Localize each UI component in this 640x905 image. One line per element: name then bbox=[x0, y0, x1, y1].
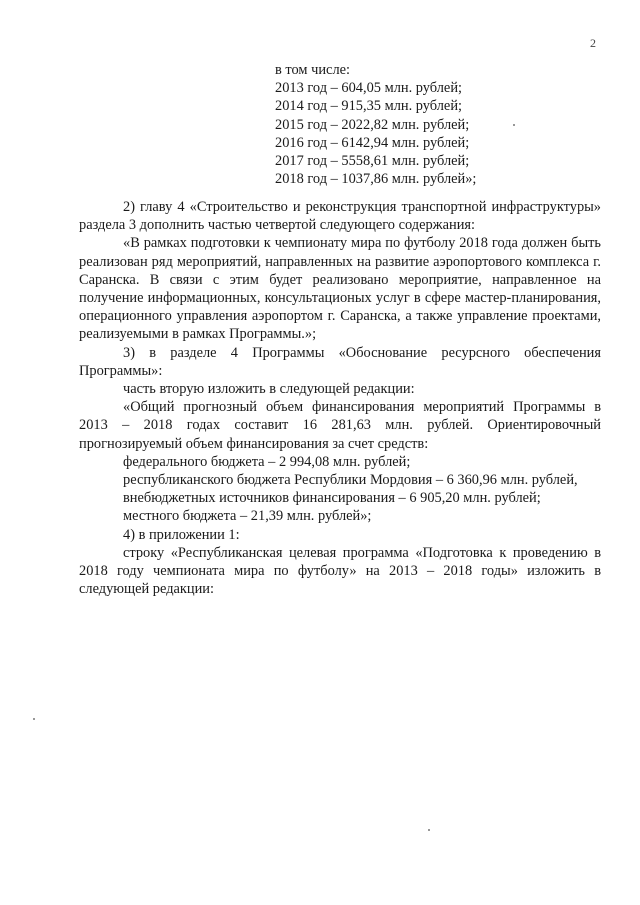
program-row-paragraph: строку «Республиканская целевая программа «Подготовка к проведению в 2018 году чемпионата мира по футболу» на 2013 – 2018 годы» изложить в следующей редакции: bbox=[79, 544, 601, 598]
amendment-3-paragraph: 3) в разделе 4 Программы «Обоснование ресурсного обеспечения Программы»: bbox=[79, 344, 601, 379]
extrabudgetary-line: внебюджетных источников финансирования – 6 905,20 млн. рублей; bbox=[123, 490, 541, 507]
funding-year-2015: 2015 год – 2022,82 млн. рублей; bbox=[275, 116, 470, 133]
scan-speck bbox=[513, 124, 515, 126]
scan-speck bbox=[33, 718, 35, 720]
part-two-paragraph: часть вторую изложить в следующей редакции: bbox=[123, 381, 415, 398]
page-number: 2 bbox=[590, 36, 596, 50]
total-financing-paragraph: «Общий прогнозный объем финансирования мероприятий Программы в 2013 – 2018 годах составит 16 281,63 млн. рублей. Ориентировочный прогнозируемый объем финансирования за счет средств: bbox=[79, 399, 601, 452]
funding-year-2016: 2016 год – 6142,94 млн. рублей; bbox=[275, 134, 470, 151]
republic-budget-line: республиканского бюджета Республики Мордовия – 6 360,96 млн. рублей, bbox=[123, 472, 578, 489]
funding-year-2018: 2018 год – 1037,86 млн. рублей»; bbox=[275, 171, 477, 188]
local-budget-line: местного бюджета – 21,39 млн. рублей»; bbox=[123, 508, 372, 525]
amendment-2-paragraph: 2) главу 4 «Строительство и реконструкция транспортной инфраструктуры» раздела 3 дополнить частью четвертой следующего содержания: bbox=[79, 199, 601, 234]
funding-year-2013: 2013 год – 604,05 млн. рублей; bbox=[275, 80, 463, 97]
scan-speck bbox=[428, 829, 430, 831]
document-body bbox=[79, 198, 601, 598]
funding-intro: в том числе: bbox=[275, 62, 351, 78]
funding-by-year-list bbox=[275, 61, 476, 188]
amendment-4-paragraph: 4) в приложении 1: bbox=[123, 526, 240, 543]
airport-development-paragraph: «В рамках подготовки к чемпионату мира по футболу 2018 года должен быть реализован ряд мероприятий, направленных на развитие аэропортового комплекса г. Саранска. В связи с этим будет реализовано мероприятие, направленное на получение информационных, консультационых услуг в сфере мастер-планирования, операционного управления аэропортом г. Саранска, а также управление проектами, реализуемыми в рамках Программы.»; bbox=[79, 235, 601, 343]
federal-budget-line: федерального бюджета – 2 994,08 млн. рублей; bbox=[123, 453, 411, 470]
funding-year-2014: 2014 год – 915,35 млн. рублей; bbox=[275, 98, 463, 115]
funding-year-2017: 2017 год – 5558,61 млн. рублей; bbox=[275, 153, 470, 170]
